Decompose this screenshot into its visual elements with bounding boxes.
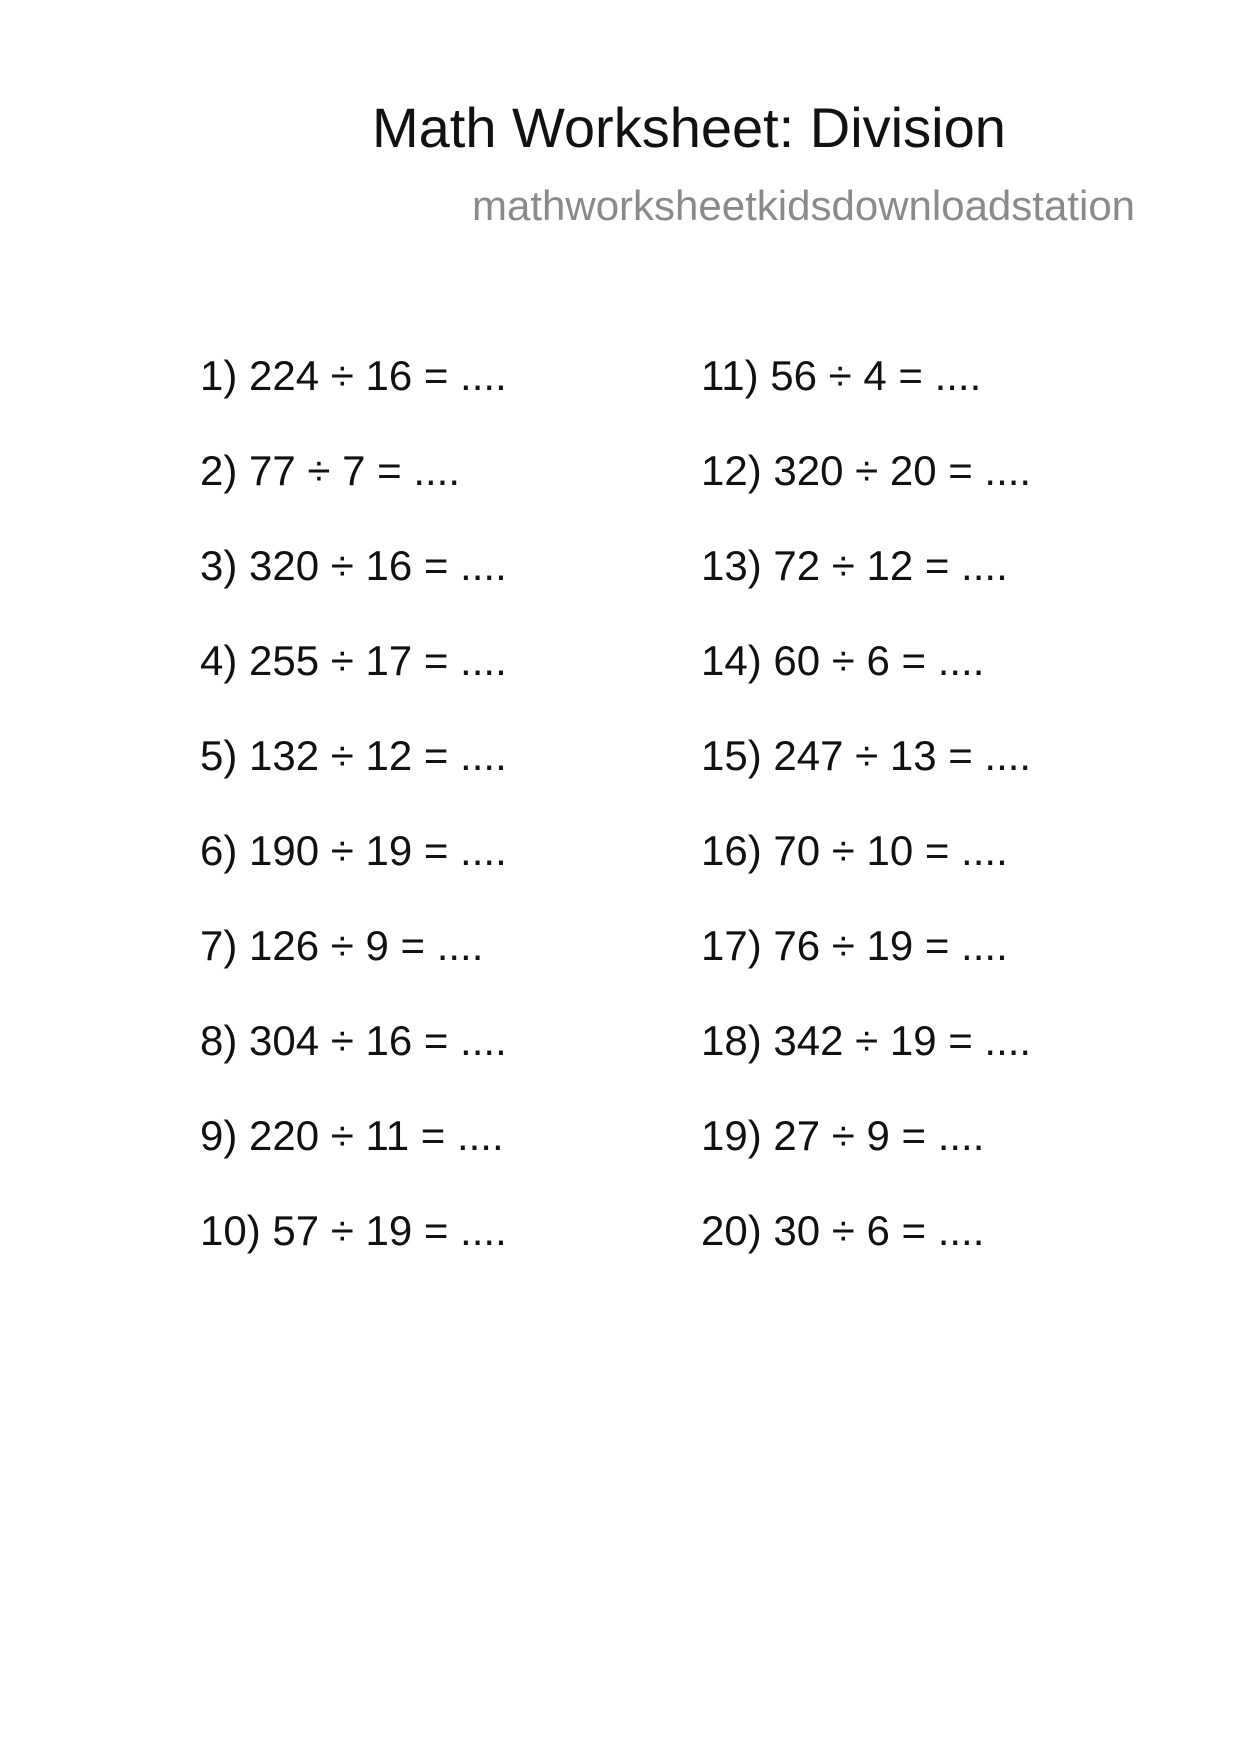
problem-item: 5) 132 ÷ 12 = .... [200,732,507,779]
problem-item: 6) 190 ÷ 19 = .... [200,827,507,874]
page-subtitle: mathworksheetkidsdownloadstation [472,182,1136,229]
problem-item: 16) 70 ÷ 10 = .... [701,827,1008,874]
page-title: Math Worksheet: Division [372,96,1006,159]
problem-item: 4) 255 ÷ 17 = .... [200,637,507,684]
problem-item: 9) 220 ÷ 11 = .... [200,1112,504,1159]
problem-item: 7) 126 ÷ 9 = .... [200,922,484,969]
problems-column-left [200,352,507,1305]
problem-item: 15) 247 ÷ 13 = .... [701,732,1032,779]
problem-item: 17) 76 ÷ 19 = .... [701,922,1008,969]
problem-item: 13) 72 ÷ 12 = .... [701,542,1008,589]
problem-item: 20) 30 ÷ 6 = .... [701,1207,985,1254]
problem-item: 2) 77 ÷ 7 = .... [200,447,461,494]
problem-item: 11) 56 ÷ 4 = .... [701,352,982,399]
problem-item: 1) 224 ÷ 16 = .... [200,352,507,399]
problem-item: 14) 60 ÷ 6 = .... [701,637,985,684]
problem-item: 19) 27 ÷ 9 = .... [701,1112,985,1159]
problem-item: 18) 342 ÷ 19 = .... [701,1017,1032,1064]
problem-item: 8) 304 ÷ 16 = .... [200,1017,507,1064]
problem-item: 10) 57 ÷ 19 = .... [200,1207,507,1254]
problem-item: 3) 320 ÷ 16 = .... [200,542,507,589]
problems-column-right [701,352,1032,1305]
problem-item: 12) 320 ÷ 20 = .... [701,447,1032,494]
